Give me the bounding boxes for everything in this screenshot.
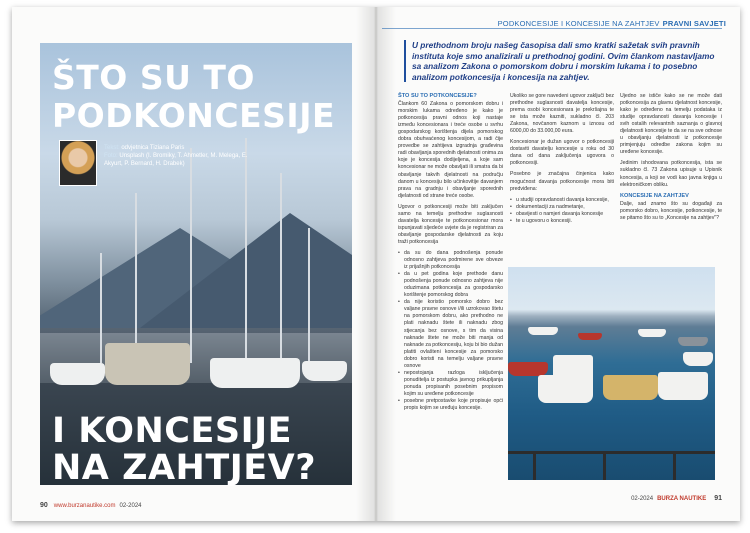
boat bbox=[658, 372, 708, 400]
paragraph: Ugovor o potkoncesiji može biti zaključen samo na temelju prethodne suglasnosti davatelja koncesije te potkoncesionar mora ispunjavati sljedeće uvjete da je registriran za obavljanje gospodarske djelatnosti za koju traži potkoncesija bbox=[398, 203, 503, 245]
list-item: • te u ugovoru o koncesiji. bbox=[510, 218, 614, 225]
credit-author: odvjetnica Tiziana Paris bbox=[121, 145, 185, 151]
subheading: ŠTO SU TO POTKONCESIJE? bbox=[398, 93, 477, 99]
boat bbox=[578, 333, 602, 340]
boat bbox=[508, 362, 548, 376]
sailboat-mast bbox=[245, 138, 247, 368]
paragraph: Člankom 60 Zakona o pomorskom dobru i morskim lukama određeno je kako je potkoncesija pravni odnos koji nastaje između koncesionara i treće osobe u svrhu gospodarskog korištenja dijela pomorskog dobra obuhvaćenog koncesijom, a radi čije provedbe se zahtijeva izgradnja građevina radi obavljanja sporednih djelatnosti onima za koje je koncesija dodijeljena, a koje sam koncesionar ne može obavljati ili smatra da bi obavljanje takvih djelatnosti na području danom u koncesiju bilo učinkovitije davanjem prava na gradnju i obavljanje sporednih djelatnosti od strane treće osobe. bbox=[398, 101, 503, 199]
title-line: NA ZAHTJEV? bbox=[52, 448, 317, 488]
list-item: • u studiji opravdanosti davanja koncesije, bbox=[510, 197, 614, 204]
sailboat-mast bbox=[135, 193, 137, 363]
sailboat-mast bbox=[308, 228, 310, 363]
section-header bbox=[498, 19, 726, 28]
boat-hull bbox=[302, 361, 347, 381]
list-item: • posebne pretpostavke koje propisuje opći propis kojim se uređuju koncesije. bbox=[398, 398, 503, 412]
article-intro: U prethodnom broju našeg časopisa dali smo kratki sažetak svih pravnih instituta koje smo analizirali u prethodnoj godini. Ovim člankom nastavljamo sa analizom Zakona o pomorskom dobru i morskim lukama i to posebno analizom potkoncesija i koncesija na zahtjev. bbox=[404, 40, 720, 82]
credit-photo-label: Foto: bbox=[104, 153, 118, 159]
page-gutter-shadow bbox=[356, 7, 396, 521]
railing-post bbox=[673, 451, 676, 480]
boat-hull bbox=[210, 358, 300, 388]
sailboat-mast bbox=[190, 148, 192, 363]
paragraph: Ujedno se ističe kako se ne može dati potkoncesija za glavnu djelatnost koncesije, kako je određeno na temelju podataka iz studije opravdanosti davanja koncesije i svih ostalih relevantnih saznanja o glavnoj djelatnosti koncesije te da se na sve odnose u obavljanju djelatnosti iz potkoncesije primjenjuju odredbe zakona kojim su uređene koncesije. bbox=[620, 93, 722, 156]
paragraph: Koncesionar je dužan ugovor o potkoncesiji dostaviti davatelju koncesije u roku od 30 dana od dana zaključenja ugovora o potkoncesiji. bbox=[510, 139, 614, 167]
boat bbox=[538, 375, 593, 403]
list-item: • da nije koristio pomorsko dobro bez valjane pravne osnove i/ili uzrokovao štetu na pomorskom dobru, ako prethodno ne plati naknadu štete ili naknadu zbog stjecanja bez osnove, s tim da visina naknade štete ne može biti manja od naknade za potkoncesiju, koju bi bio dužan platiti ovlašteni koncesije za pomorsko dobro koristi na temelju valjane pravne osnove bbox=[398, 299, 503, 369]
boat bbox=[603, 375, 658, 400]
website-link[interactable]: www.burzanautike.com bbox=[53, 503, 116, 509]
page-footer-right bbox=[631, 495, 722, 502]
article-title-top bbox=[52, 59, 335, 135]
boat-hull bbox=[50, 363, 105, 385]
page-number: 91 bbox=[714, 495, 722, 502]
section-subtitle: PRAVNI SAVJETI bbox=[662, 19, 726, 28]
railing-post bbox=[533, 451, 536, 480]
boat bbox=[528, 327, 558, 335]
header-rule bbox=[382, 28, 722, 29]
boat bbox=[638, 329, 666, 337]
title-line: ŠTO SU TO bbox=[52, 58, 255, 97]
paragraph: Ukoliko se gore navedeni ugovor zaključi bez prethodne suglasnosti davatelja koncesije, prema osobi koncesionara je prekršajna te se ista može kazniti, sukladno čl. 203 Zakona, novčanom kaznom u iznosu od 6000,00 do 33.000,00 eura. bbox=[510, 93, 614, 135]
left-page bbox=[12, 7, 376, 521]
list-item: • dokumentaciji za nadmetanje, bbox=[510, 204, 614, 211]
credit-photos: Unsplash (I. Bromiky, T. Ahmetler, M. Melega, E. Akyurt, P. Bernard, H. Drabek) bbox=[104, 153, 248, 167]
list-item: • da u pet godina koje prethode danu podnošenja ponude odnosno zahtjeva nije oduzimana potkoncesija za gospodarsko korištenje pomorskog dobra bbox=[398, 271, 503, 299]
magazine-name: BURZA NAUTIKE bbox=[657, 496, 707, 502]
list-item: • obavijesti o namjeri davanja koncesije bbox=[510, 211, 614, 218]
sailboat-mast bbox=[100, 253, 102, 363]
text-column-3 bbox=[620, 93, 722, 226]
sailboat-mast bbox=[280, 173, 282, 363]
title-line: I KONCESIJE bbox=[52, 411, 293, 451]
harbor-photo bbox=[508, 267, 715, 480]
paragraph: Posebno je značajna činjenica kako mogućnost davanja potkoncesije mora biti predviđena: bbox=[510, 171, 614, 192]
boat bbox=[683, 352, 713, 366]
paragraph: Jedinim ishodovana potkoncesija, ista se sukladno čl. 73 Zakona upisuje u Upisnik koncesija, a koji se vodi kao javna knjiga u elektroničkom obliku. bbox=[620, 160, 722, 188]
author-avatar bbox=[59, 140, 97, 186]
subheading: KONCESIJE NA ZAHTJEV bbox=[620, 192, 689, 199]
section-title: PODKONCESIJE I KONCESIJE NA ZAHTJEV bbox=[497, 19, 660, 28]
conditions-list bbox=[398, 250, 503, 412]
article-credits bbox=[104, 144, 254, 168]
paragraph: Dalje, sad znamo što su događaji za pomorsko dobro, koncesije, potkoncesije, te se pitamo što su to „Koncesije na zahtjev"? bbox=[620, 200, 722, 221]
pier-railing bbox=[508, 451, 715, 454]
text-column-1 bbox=[398, 93, 503, 416]
page-footer-left bbox=[40, 502, 142, 509]
text-column-2 bbox=[510, 93, 614, 229]
boat-hull bbox=[105, 343, 190, 385]
list-item: • nepostojanja razloga isključenja ponuditelja iz postupka javnog prikupljanja ponuda propisanih posebnim propisom kojim su uređene potkoncesije bbox=[398, 370, 503, 398]
title-line: PODKONCESIJE bbox=[52, 96, 336, 135]
issue-label: 02-2024 bbox=[119, 503, 142, 509]
issue-label: 02-2024 bbox=[631, 496, 654, 502]
list-item: • da su do dana podnošenja ponude odnosno zahtjeva podmirene sve obveze iz prijašnjih potkoncesija bbox=[398, 250, 503, 271]
article-title-bottom bbox=[52, 413, 316, 487]
boat bbox=[678, 337, 708, 346]
page-number: 90 bbox=[40, 502, 48, 509]
railing-post bbox=[603, 451, 606, 480]
requirements-list bbox=[510, 197, 614, 225]
credit-text-label: Tekst: bbox=[104, 145, 120, 151]
